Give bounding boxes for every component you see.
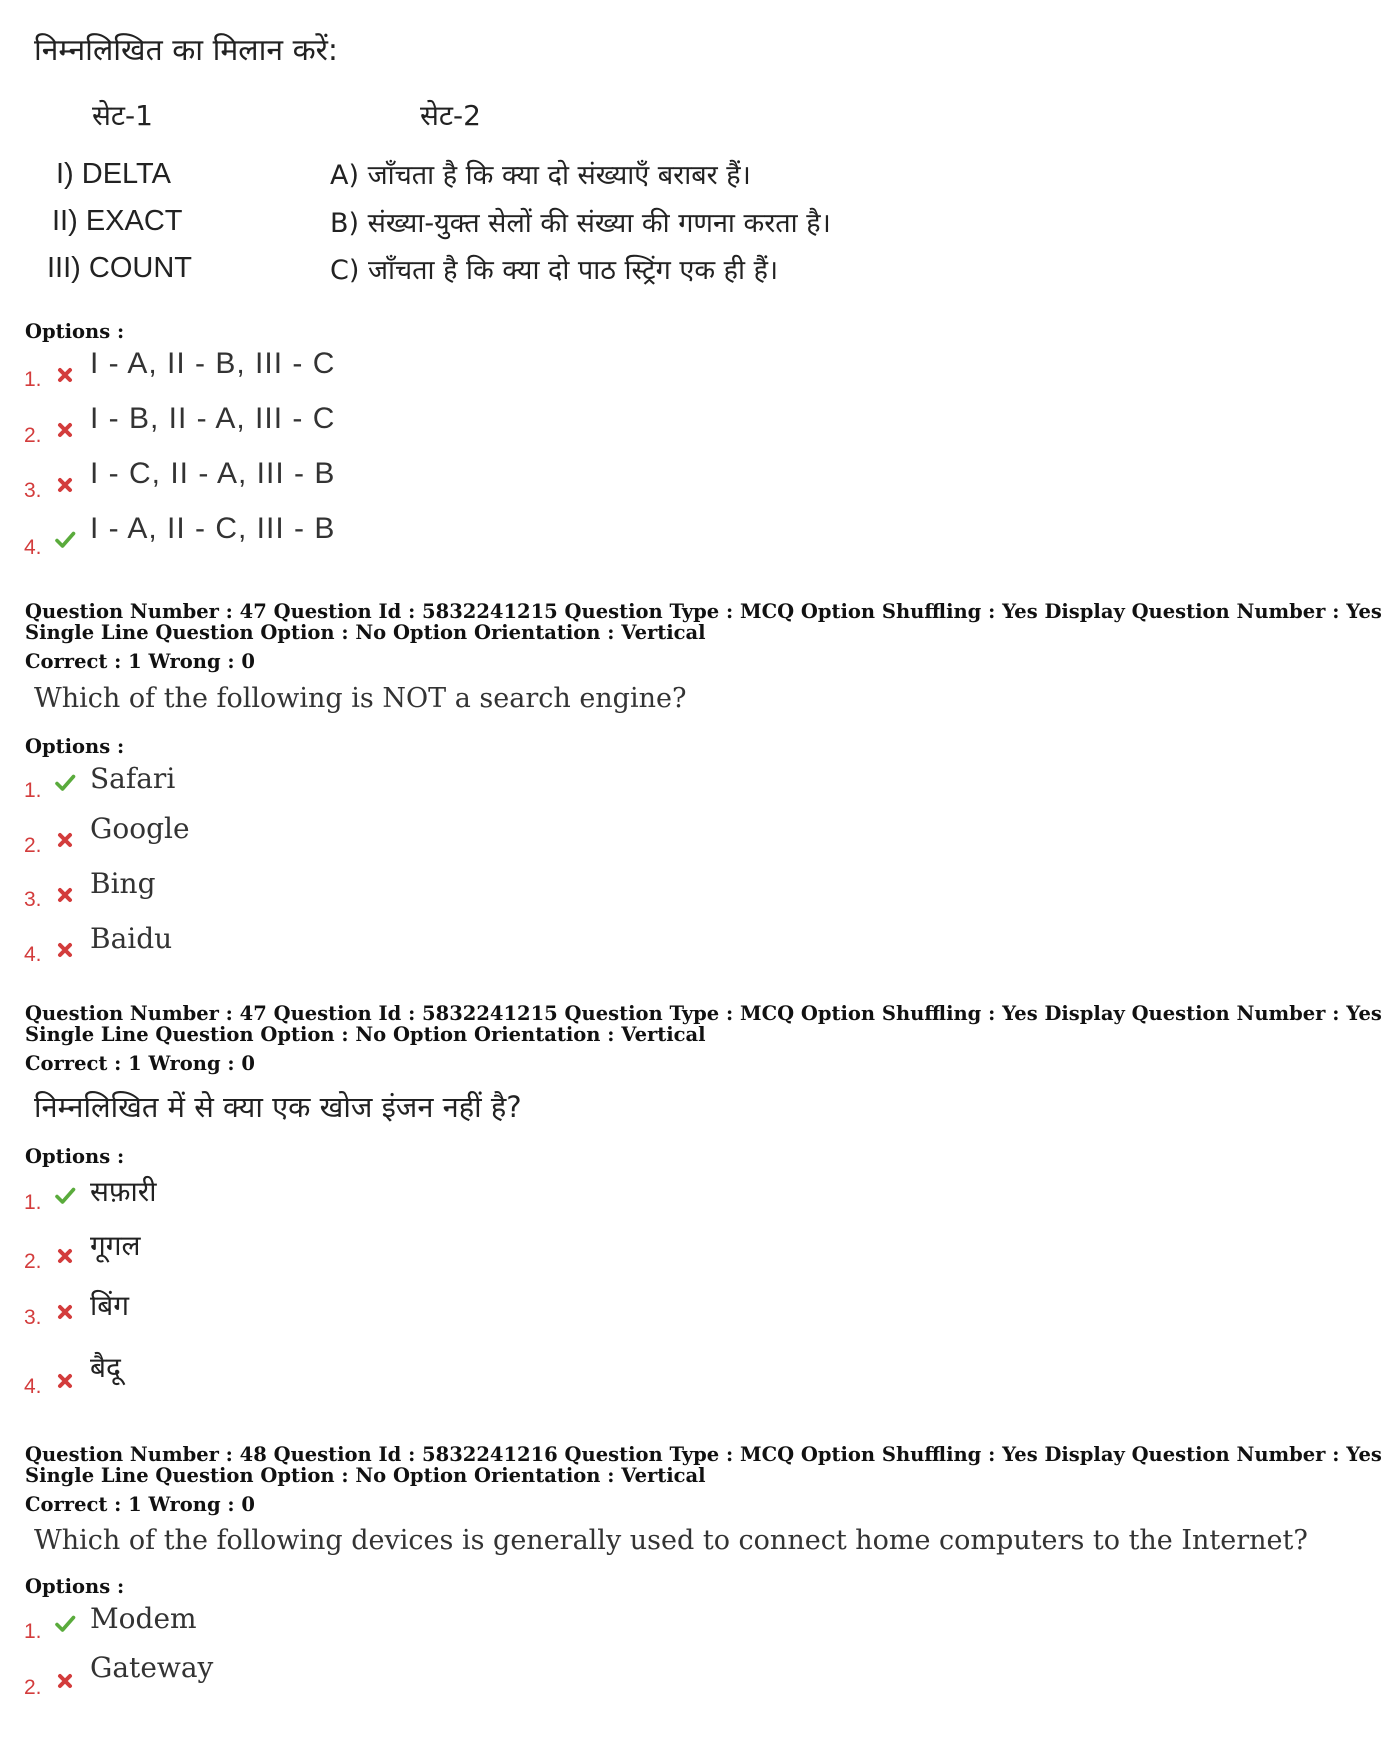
option-number: 2. [24, 834, 42, 857]
correct-check-icon [54, 1185, 76, 1207]
set1-item: II) EXACT [52, 205, 183, 237]
set2-header: सेट-2 [420, 99, 481, 132]
correct-check-icon [54, 772, 76, 794]
option-text: Google [90, 812, 190, 845]
option-number: 1. [24, 1191, 42, 1214]
option-text: सफ़ारी [90, 1175, 157, 1208]
options-label: Options : [25, 1575, 125, 1598]
question-text: निम्नलिखित में से क्या एक खोज इंजन नहीं है? [34, 1090, 522, 1124]
options-label: Options : [25, 735, 125, 758]
set2-item: A) जाँचता है कि क्या दो संख्याएँ बराबर हैं। [330, 160, 751, 191]
correct-check-icon [54, 1613, 76, 1635]
option-number: 1. [24, 1620, 42, 1643]
option-number: 2. [24, 424, 42, 447]
wrong-cross-icon [54, 364, 76, 386]
wrong-cross-icon [54, 829, 76, 851]
option-text: I - A, II - C, III - B [90, 512, 336, 545]
wrong-cross-icon [54, 1670, 76, 1692]
question-score: Correct : 1 Wrong : 0 [25, 1493, 255, 1516]
question-score: Correct : 1 Wrong : 0 [25, 650, 255, 673]
wrong-cross-icon [54, 419, 76, 441]
option-text: I - B, II - A, III - C [90, 402, 336, 435]
option-number: 4. [24, 1375, 42, 1398]
set2-item: C) जाँचता है कि क्या दो पाठ स्ट्रिंग एक ही हैं। [330, 255, 779, 286]
wrong-cross-icon [54, 1301, 76, 1323]
option-text: बिंग [90, 1289, 130, 1322]
wrong-cross-icon [54, 939, 76, 961]
set1-item: I) DELTA [56, 158, 171, 190]
option-text: गूगल [90, 1229, 141, 1262]
wrong-cross-icon [54, 884, 76, 906]
question-score: Correct : 1 Wrong : 0 [25, 1052, 255, 1075]
question-meta-line2: Single Line Question Option : No Option Orientation : Vertical [25, 1023, 706, 1046]
option-number: 3. [24, 1306, 42, 1329]
option-number: 2. [24, 1676, 42, 1699]
question-meta-line2: Single Line Question Option : No Option Orientation : Vertical [25, 1464, 706, 1487]
set1-header: सेट-1 [92, 99, 153, 132]
question-text: Which of the following is NOT a search engine? [34, 683, 687, 714]
option-number: 3. [24, 888, 42, 911]
option-number: 4. [24, 943, 42, 966]
option-number: 1. [24, 368, 42, 391]
option-text: Modem [90, 1602, 197, 1635]
question-meta-line1: Question Number : 47 Question Id : 5832241215 Question Type : MCQ Option Shuffling : Yes Display Question Number : Yes [25, 1002, 1382, 1025]
correct-check-icon [54, 529, 76, 551]
option-number: 2. [24, 1250, 42, 1273]
option-text: I - A, II - B, III - C [90, 347, 336, 380]
wrong-cross-icon [54, 1370, 76, 1392]
option-text: Gateway [90, 1651, 214, 1684]
wrong-cross-icon [54, 1245, 76, 1267]
set1-item: III) COUNT [47, 252, 192, 284]
option-number: 4. [24, 536, 42, 559]
match-question-title: निम्नलिखित का मिलान करें: [34, 33, 339, 68]
question-meta-line1: Question Number : 47 Question Id : 5832241215 Question Type : MCQ Option Shuffling : Yes Display Question Number : Yes [25, 600, 1382, 623]
option-text: Bing [90, 867, 156, 900]
question-text: Which of the following devices is generally used to connect home computers to the Internet? [34, 1525, 1308, 1556]
option-text: Safari [90, 762, 176, 795]
option-text: बैदू [90, 1351, 121, 1384]
question-meta-line2: Single Line Question Option : No Option Orientation : Vertical [25, 621, 706, 644]
option-text: Baidu [90, 922, 173, 955]
option-number: 1. [24, 779, 42, 802]
options-label: Options : [25, 1145, 125, 1168]
wrong-cross-icon [54, 474, 76, 496]
question-meta-line1: Question Number : 48 Question Id : 5832241216 Question Type : MCQ Option Shuffling : Yes Display Question Number : Yes [25, 1443, 1382, 1466]
option-number: 3. [24, 479, 42, 502]
options-label: Options : [25, 320, 125, 343]
option-text: I - C, II - A, III - B [90, 457, 336, 490]
set2-item: B) संख्या-युक्त सेलों की संख्या की गणना करता है। [330, 208, 831, 239]
